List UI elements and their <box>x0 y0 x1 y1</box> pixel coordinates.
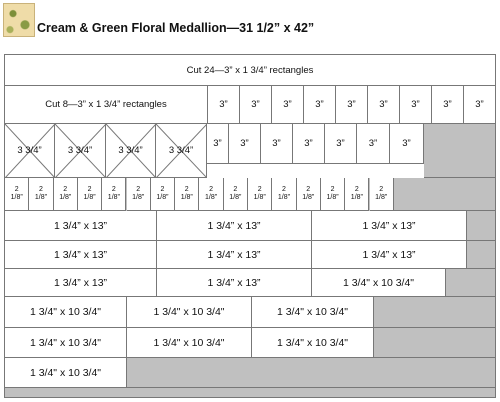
header <box>0 0 500 54</box>
small-piece-top: 2 <box>14 186 19 193</box>
small-cut-piece <box>78 178 102 211</box>
small-piece-top: 2 <box>330 186 335 193</box>
cut-gap <box>207 164 424 178</box>
small-cut-piece <box>199 178 223 211</box>
strip-piece: 1 3/4" x 10 3/4" <box>5 328 127 358</box>
small-piece-bottom: 1/8” <box>34 194 47 201</box>
half-square-triangle-piece <box>5 124 55 178</box>
small-piece-bottom: 1/8” <box>59 194 72 201</box>
small-piece-top: 2 <box>354 186 359 193</box>
small-cut-piece <box>127 178 151 211</box>
strip-piece: 1 3/4” x 13” <box>157 241 312 269</box>
strip-piece: 1 3/4" x 10 3/4" <box>127 297 252 328</box>
small-piece-top: 2 <box>379 186 384 193</box>
small-piece-top: 2 <box>160 186 165 193</box>
hst-label: 3 3/4” <box>67 145 93 156</box>
small-piece-top: 2 <box>281 186 286 193</box>
strip-piece: 1 3/4” x 13” <box>157 269 312 297</box>
waste-area <box>446 269 495 297</box>
strip-piece: 1 3/4” x 13” <box>312 211 467 241</box>
small-cut-piece <box>151 178 175 211</box>
cut-piece: 3” <box>432 86 464 124</box>
half-square-triangle-piece <box>156 124 207 178</box>
cut-row-10 <box>5 358 495 388</box>
strip-piece: 1 3/4" x 10 3/4" <box>127 328 252 358</box>
small-piece-bottom: 1/8” <box>326 194 339 201</box>
half-square-triangle-piece <box>55 124 106 178</box>
small-cut-piece <box>54 178 78 211</box>
cut-piece: 3” <box>208 86 240 124</box>
waste-area <box>467 241 495 269</box>
cut-row-2 <box>5 86 495 124</box>
small-piece-bottom: 1/8” <box>302 194 315 201</box>
small-piece-bottom: 1/8” <box>229 194 242 201</box>
small-piece-bottom: 1/8” <box>180 194 193 201</box>
half-square-triangle-piece <box>106 124 156 178</box>
cut-piece: 3” <box>207 124 229 164</box>
cut-piece: 3” <box>400 86 432 124</box>
small-cut-piece <box>102 178 126 211</box>
small-piece-top: 2 <box>209 186 213 193</box>
waste-area <box>424 124 495 178</box>
cut-row-7 <box>5 269 495 297</box>
cut-piece: Cut 24—3” x 1 3/4” rectangles <box>5 55 495 86</box>
cut-piece: 3” <box>368 86 400 124</box>
cut-row-4 <box>5 178 495 211</box>
waste-area <box>374 297 495 328</box>
small-cut-piece <box>297 178 321 211</box>
cut-piece: 3” <box>336 86 368 124</box>
small-cut-piece <box>321 178 345 211</box>
small-piece-bottom: 1/8” <box>156 194 169 201</box>
page-title: Cream & Green Floral Medallion—31 1/2” x 42” <box>37 21 315 35</box>
strip-piece: 1 3/4" x 10 3/4" <box>252 328 374 358</box>
waste-area <box>127 358 495 388</box>
small-piece-bottom: 1/8” <box>205 194 218 201</box>
strip-piece: 1 3/4” x 13” <box>157 211 312 241</box>
cut-piece: 3” <box>261 124 293 164</box>
cut-row-1 <box>5 55 495 86</box>
strip-piece: 1 3/4" x 10 3/4" <box>312 269 446 297</box>
small-piece-bottom: 1/8” <box>253 194 266 201</box>
small-piece-bottom: 1/8” <box>107 194 120 201</box>
small-cut-piece <box>248 178 272 211</box>
strip-piece: 1 3/4" x 10 3/4" <box>252 297 374 328</box>
small-cut-piece <box>345 178 369 211</box>
small-piece-top: 2 <box>136 186 141 193</box>
cut-row-8 <box>5 297 495 328</box>
strip-piece: 1 3/4" x 10 3/4" <box>5 358 127 388</box>
small-piece-top: 2 <box>38 186 43 193</box>
small-piece-bottom: 1/8” <box>83 194 96 201</box>
cut-row-9 <box>5 328 495 358</box>
cut-piece: 3” <box>357 124 390 164</box>
cut-row-3 <box>5 124 495 178</box>
cut-piece: 3” <box>240 86 272 124</box>
small-piece-top: 2 <box>87 186 92 193</box>
waste-area <box>374 328 495 358</box>
strip-piece: 1 3/4” x 13” <box>312 241 467 269</box>
cut-piece: 3” <box>464 86 495 124</box>
small-cut-piece <box>175 178 199 211</box>
small-cut-piece <box>29 178 53 211</box>
small-piece-top: 2 <box>111 186 116 193</box>
cut-piece: 3” <box>293 124 325 164</box>
small-cut-piece <box>272 178 296 211</box>
small-piece-top: 2 <box>63 186 68 193</box>
small-piece-bottom: 1/8” <box>350 194 363 201</box>
strip-piece: 1 3/4” x 13” <box>5 269 157 297</box>
strip-piece: 1 3/4" x 10 3/4" <box>5 297 127 328</box>
cut-piece: 3” <box>390 124 424 164</box>
strip-piece: 1 3/4” x 13” <box>5 241 157 269</box>
small-cut-piece <box>370 178 394 211</box>
cutting-layout <box>4 54 496 398</box>
small-piece-bottom: 1/8” <box>277 194 290 201</box>
small-piece-bottom: 1/8” <box>10 194 23 201</box>
strip-piece: 1 3/4” x 13” <box>5 211 157 241</box>
hst-label: 3 3/4” <box>168 145 194 156</box>
cut-piece: 3” <box>229 124 261 164</box>
small-piece-top: 2 <box>257 186 262 193</box>
small-cut-piece <box>224 178 248 211</box>
cut-row-6 <box>5 241 495 269</box>
cut-piece: 3” <box>325 124 357 164</box>
cut-row-5 <box>5 211 495 241</box>
hst-label: 3 3/4” <box>17 145 42 156</box>
small-cut-piece <box>5 178 29 211</box>
cut-piece: 3” <box>304 86 336 124</box>
hst-label: 3 3/4” <box>118 145 143 156</box>
fabric-swatch-icon <box>3 3 35 37</box>
waste-area <box>467 211 495 241</box>
small-piece-top: 2 <box>233 186 238 193</box>
waste-area <box>394 178 495 211</box>
small-piece-top: 2 <box>306 186 311 193</box>
small-piece-bottom: 1/8” <box>375 194 388 201</box>
small-piece-top: 2 <box>184 186 189 193</box>
cut-piece: 3” <box>272 86 304 124</box>
small-piece-bottom: 1/8” <box>132 194 145 201</box>
cut-piece: Cut 8—3” x 1 3/4” rectangles <box>5 86 208 124</box>
